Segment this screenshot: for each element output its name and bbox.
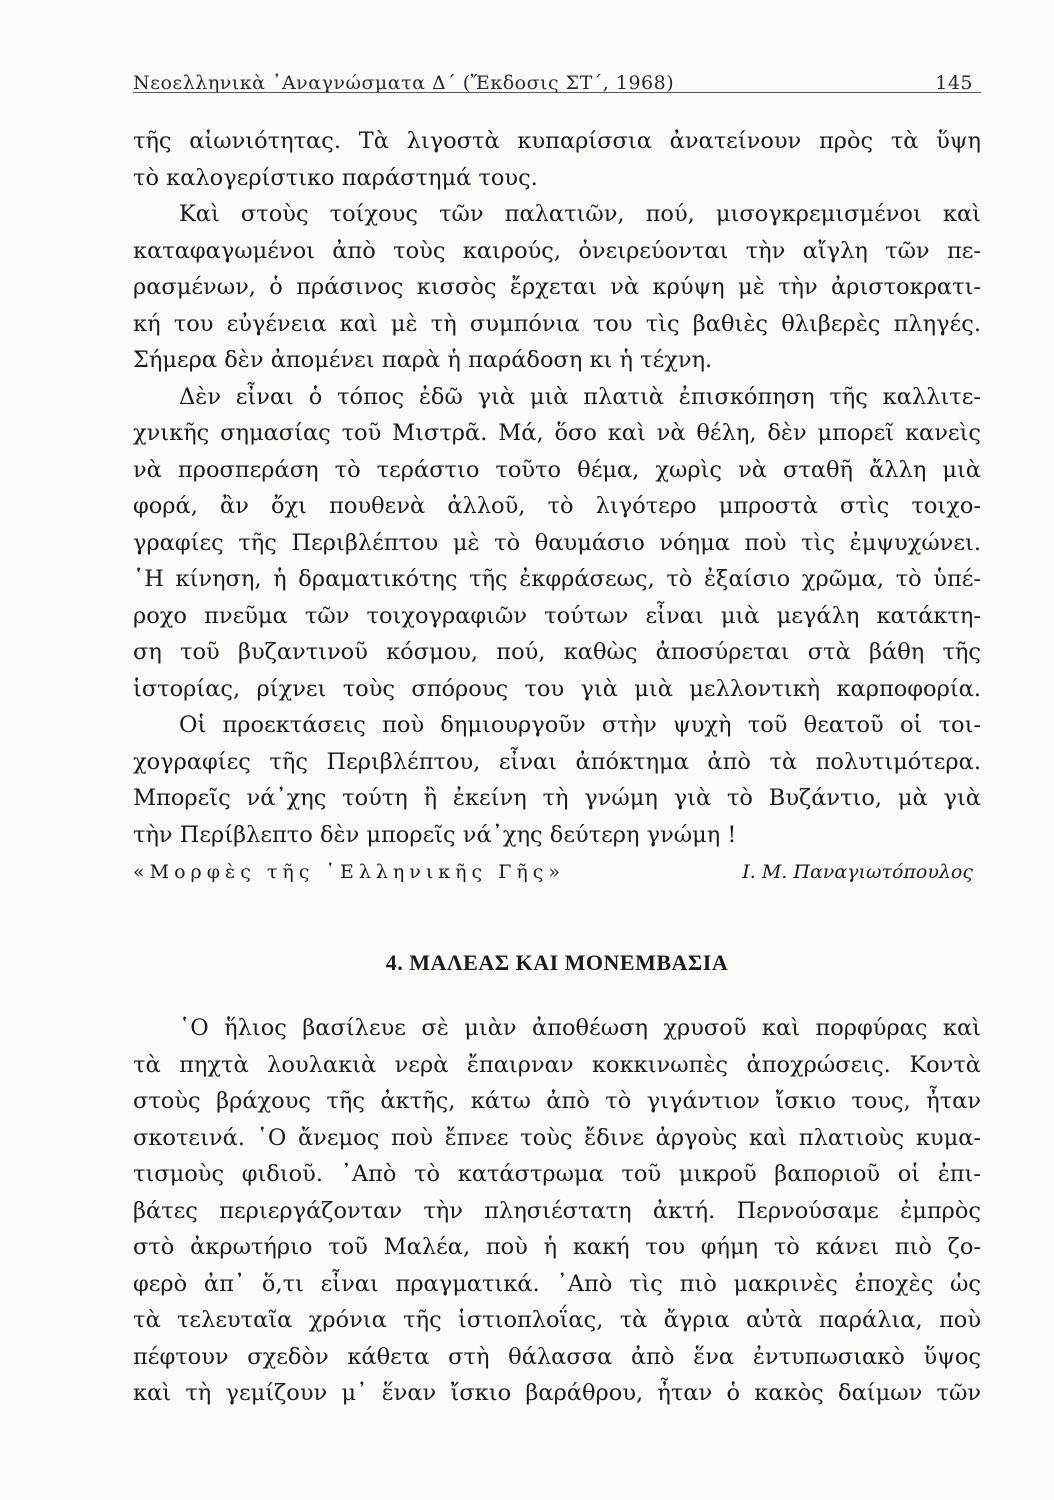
line-text: τὸ καλογερίστικο παράστημά τους.	[133, 164, 538, 191]
text-line	[133, 1229, 981, 1266]
text-line	[133, 488, 981, 525]
text-line	[133, 598, 981, 635]
text-line	[133, 1302, 981, 1339]
line-text: τὰ τελευταῖα χρόνια τῆς ἱστιοπλοΐας, τὰ ἄγρια αὐτὰ παράλια, ποὺ	[133, 1307, 981, 1333]
text-line	[133, 817, 981, 854]
text-line	[133, 306, 981, 343]
line-text: χνικῆς σημασίας τοῦ Μιστρᾶ. Μά, ὅσο καὶ νὰ θέλη, δὲν μπορεῖ κανεὶς	[133, 420, 981, 446]
line-text: σκοτεινά. ῾Ο ἄνεμος ποὺ ἔπνεε τοὺς ἔδινε ἀργοὺς καὶ πλατιοὺς κυμα-	[133, 1124, 981, 1151]
line-text: ρασμένων, ὁ πράσινος κισσὸς ἔρχεται νὰ κρύψη μὲ τὴν ἀριστοκρατι-	[133, 274, 981, 300]
text-line	[133, 1266, 981, 1303]
text-line	[133, 525, 981, 562]
line-text: τὴν Περίβλεπτο δὲν μπορεῖς νά᾿χης δεύτερη γνώμη !	[133, 821, 737, 848]
line-text: πέφτουν σχεδὸν κάθετα στὴ θάλασσα ἀπὸ ἕνα ἐντυπωσιακὸ ὕψος	[133, 1343, 981, 1370]
line-text: Καὶ στοὺς τοίχους τῶν παλατιῶν, πού, μισογκρεμισμένοι καὶ	[179, 201, 981, 227]
line-text: κή του εὐγένεια καὶ μὲ τὴ συμπόνια του τὶς βαθιὲς θλιβερὲς πληγές.	[133, 310, 981, 337]
line-text: τῆς αἰωνιότητας. Τὰ λιγοστὰ κυπαρίσσια ἀνατείνουν πρὸς τὰ ὕψη	[133, 128, 981, 154]
header-rule	[133, 92, 981, 93]
running-title: Νεοελληνικὰ ᾿Αναγνώσματα Δ΄ (Ἔκδοσις ΣΤ΄, 1968)	[133, 72, 675, 94]
text-line	[133, 1339, 981, 1376]
line-text: καὶ τὴ γεμίζουν μ᾿ ἕναν ἴσκιο βαράθρου, ἦταν ὁ κακὸς δαίμων τῶν	[133, 1380, 981, 1406]
line-text: καταφαγωμένοι ἀπὸ τοὺς καιρούς, ὀνειρεύονται τὴν αἴγλη τῶν πε-	[133, 237, 981, 264]
text-line	[133, 379, 981, 416]
source-author: Ι. Μ. Παναγιωτόπουλος	[742, 861, 973, 883]
text-line	[133, 744, 981, 781]
line-text: ση τοῦ βυζαντινοῦ κόσμου, πού, καθὼς ἀποσύρεται στὰ βάθη τῆς	[133, 639, 981, 665]
line-text: ροχο πνεῦμα τῶν τοιχογραφιῶν τούτων εἶναι μιὰ μεγάλη κατάκτη-	[133, 602, 981, 629]
text-line	[133, 780, 981, 817]
text-line	[133, 342, 981, 379]
text-line	[133, 1193, 981, 1230]
line-text: νὰ προσπεράση τὸ τεράστιο τοῦτο θέμα, χωρὶς νὰ σταθῆ ἄλλη μιὰ	[133, 456, 981, 483]
line-text: στὸ ἀκρωτήριο τοῦ Μαλέα, ποὺ ἡ κακή του φήμη τὸ κάνει πιὸ ζο-	[133, 1234, 981, 1260]
passage-mystras	[133, 123, 981, 853]
line-text: τὰ πηχτὰ λουλακιὰ νερὰ ἔπαιρναν κοκκινωπὲς ἀποχρώσεις. Κοντὰ	[133, 1051, 981, 1078]
text-line	[133, 1156, 981, 1193]
text-line	[133, 196, 981, 233]
line-text: Δὲν εἶναι ὁ τόπος ἐδῶ γιὰ μιὰ πλατιὰ ἐπισκόπηση τῆς καλλιτε-	[179, 383, 981, 410]
page-number: 145	[935, 72, 973, 94]
text-line	[133, 1083, 981, 1120]
text-line	[133, 634, 981, 671]
text-line	[133, 561, 981, 598]
line-text: ῾Η κίνηση, ἡ δραματικότης τῆς ἐκφράσεως, τὸ ἐξαίσιο χρῶμα, τὸ ὑπέ-	[133, 566, 981, 592]
text-line	[133, 160, 981, 197]
text-line	[133, 415, 981, 452]
line-text: βάτες περιεργάζονταν τὴν πλησιέστατη ἀκτή. Περνούσαμε ἐμπρὸς	[133, 1197, 981, 1224]
line-text: φορά, ἂν ὄχι πουθενὰ ἀλλοῦ, τὸ λιγότερο μπροστὰ στὶς τοιχο-	[133, 493, 981, 519]
text-line	[133, 269, 981, 306]
text-line	[133, 671, 981, 708]
passage-malea-monemvasia	[133, 1010, 981, 1412]
text-line	[133, 1120, 981, 1157]
text-line	[133, 707, 981, 744]
section-heading: 4. ΜΑΛΕΑΣ ΚΑΙ ΜΟΝΕΜΒΑΣΙΑ	[385, 950, 729, 975]
line-text: Μπορεῖς νά᾿χης τούτη ἢ ἐκείνη τὴ γνώμη γιὰ τὸ Βυζάντιο, μὰ γιὰ	[133, 785, 981, 811]
line-text: Σήμερα δὲν ἀπομένει παρὰ ἡ παράδοση κι ἡ τέχνη.	[133, 347, 713, 373]
line-text: ἱστορίας, ρίχνει τοὺς σπόρους του γιὰ μιὰ μελλοντικὴ καρποφορία.	[133, 675, 981, 702]
line-text: φερὸ ἀπ᾿ ὅ,τι εἶναι πραγματικά. ᾿Απὸ τὶς πιὸ μακρινὲς ἐποχὲς ὡς	[133, 1270, 981, 1297]
line-text: Οἱ προεκτάσεις ποὺ δημιουργοῦν στὴν ψυχὴ τοῦ θεατοῦ οἱ τοι-	[179, 712, 981, 738]
line-text: ῾Ο ἥλιος βασίλευε σὲ μιὰν ἀποθέωση χρυσοῦ καὶ πορφύρας καὶ	[179, 1015, 981, 1041]
line-text: τισμοὺς φιδιοῦ. ᾿Απὸ τὸ κατάστρωμα τοῦ μικροῦ βαποριοῦ οἱ ἐπι-	[133, 1161, 981, 1187]
text-line	[133, 1375, 981, 1412]
text-line	[133, 123, 981, 160]
line-text: γραφίες τῆς Περιβλέπτου μὲ τὸ θαυμάσιο νόημα ποὺ τὶς ἐμψυχώνει.	[133, 529, 981, 556]
text-line	[133, 452, 981, 489]
text-line	[133, 1010, 981, 1047]
running-header	[133, 60, 973, 94]
line-text: στοὺς βράχους τῆς ἀκτῆς, κάτω ἀπὸ τὸ γιγάντιον ἴσκιο τους, ἦταν	[133, 1088, 981, 1114]
text-line	[133, 233, 981, 270]
source-work: «Μορφὲς τῆς ῾Ελληνικῆς Γῆς»	[133, 861, 566, 883]
source-citation	[133, 854, 981, 890]
text-line	[133, 1047, 981, 1084]
line-text: χογραφίες τῆς Περιβλέπτου, εἶναι ἀπόκτημα ἀπὸ τὰ πολυτιμότερα.	[133, 748, 981, 775]
